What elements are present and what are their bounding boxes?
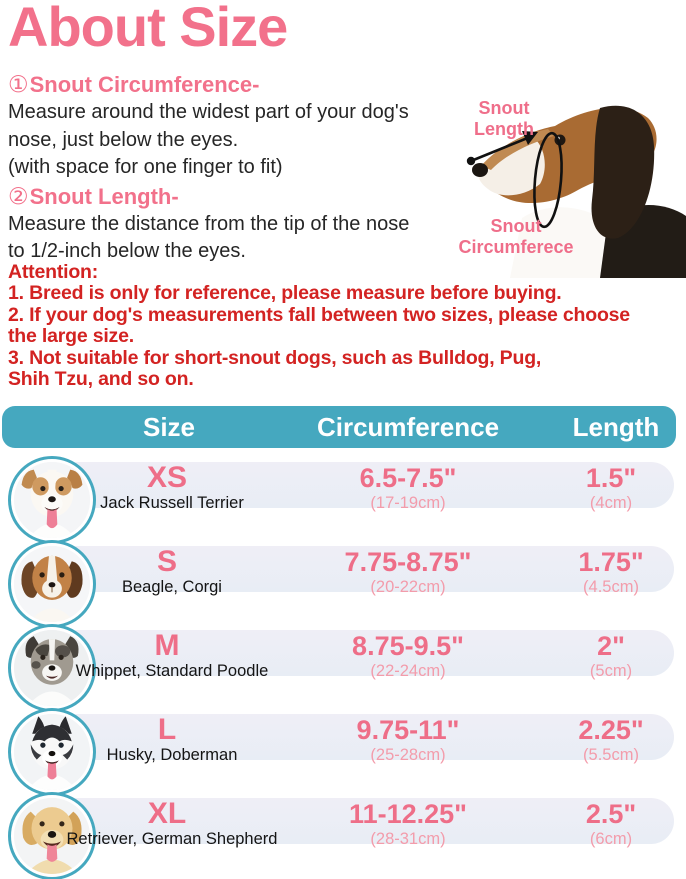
length-cm: (6cm)	[589, 830, 633, 848]
page-title: About Size	[8, 0, 288, 58]
circumference-inches: 8.75-9.5"	[352, 631, 464, 661]
circumference-cm: (28-31cm)	[370, 830, 446, 848]
breed-label: Whippet, Standard Poodle	[75, 662, 269, 680]
size-label: L	[157, 713, 177, 746]
header-circumference: Circumference	[316, 412, 500, 442]
circumference-cm: (22-24cm)	[370, 662, 446, 680]
breed-label: Husky, Doberman	[106, 746, 238, 764]
length-inches: 2.25"	[578, 715, 644, 745]
table-row-s	[0, 536, 686, 630]
table-row-m	[0, 620, 686, 714]
attention-line: 3. Not suitable for short-snout dogs, such as Bulldog, Pug,	[8, 346, 542, 369]
length-inches: 1.5"	[585, 463, 637, 493]
header-length: Length	[572, 412, 660, 442]
snout-circumference-heading: ①Snout Circumference-	[8, 71, 260, 97]
table-row-xl	[0, 788, 686, 879]
length-cm: (5.5cm)	[583, 746, 639, 764]
attention-line: Shih Tzu, and so on.	[8, 368, 194, 391]
snout-length-heading: ②Snout Length-	[8, 182, 179, 209]
instruction-line: Measure the distance from the tip of the nose	[8, 212, 410, 235]
instruction-line: (with space for one finger to fit)	[8, 156, 283, 178]
length-inches: 2.5"	[585, 799, 637, 829]
circumference-cm: (20-22cm)	[370, 578, 446, 596]
length-inches: 2"	[597, 631, 625, 661]
breed-label: Beagle, Corgi	[122, 578, 222, 596]
circumference-inches: 6.5-7.5"	[359, 463, 457, 493]
length-cm: (4.5cm)	[583, 578, 639, 596]
circumference-inches: 9.75-11"	[356, 715, 460, 745]
length-cm: (5cm)	[589, 662, 633, 680]
instruction-line: nose, just below the eyes.	[8, 128, 239, 151]
circumference-inches: 11-12.25"	[349, 799, 467, 829]
breed-label: Jack Russell Terrier	[100, 494, 244, 512]
size-label: XL	[147, 797, 187, 830]
table-row-xs	[0, 452, 686, 546]
instruction-line: Measure around the widest part of your dog's	[8, 101, 409, 123]
snout-length-diagram-label: Snout Length	[474, 98, 534, 139]
attention-line: the large size.	[8, 325, 134, 348]
length-inches: 1.75"	[578, 547, 644, 577]
circumference-cm: (25-28cm)	[370, 746, 446, 764]
attention-heading: Attention:	[8, 261, 99, 283]
table-row-l	[0, 704, 686, 798]
breed-label: Retriever, German Shepherd	[66, 830, 278, 848]
header-size: Size	[142, 412, 196, 442]
size-label: XS	[146, 461, 188, 494]
size-table-header	[2, 406, 676, 448]
measuring-instructions	[8, 70, 470, 266]
attention-line: 1. Breed is only for reference, please measure before buying.	[8, 282, 562, 305]
size-label: M	[154, 629, 180, 662]
instruction-line: to 1/2-inch below the eyes.	[8, 240, 246, 262]
attention-line: 2. If your dog's measurements fall between two sizes, please choose	[8, 303, 630, 326]
circumference-cm: (17-19cm)	[370, 494, 446, 512]
length-cm: (4cm)	[589, 494, 633, 512]
size-label: S	[156, 545, 177, 578]
circled-one-icon: ①	[8, 71, 29, 97]
circled-two-icon: ②	[8, 182, 29, 209]
circumference-inches: 7.75-8.75"	[344, 547, 472, 577]
attention-notes	[8, 262, 684, 390]
snout-circumference-diagram-label: Snout Circumferece	[458, 216, 574, 257]
snout-measurement-diagram	[450, 70, 686, 278]
